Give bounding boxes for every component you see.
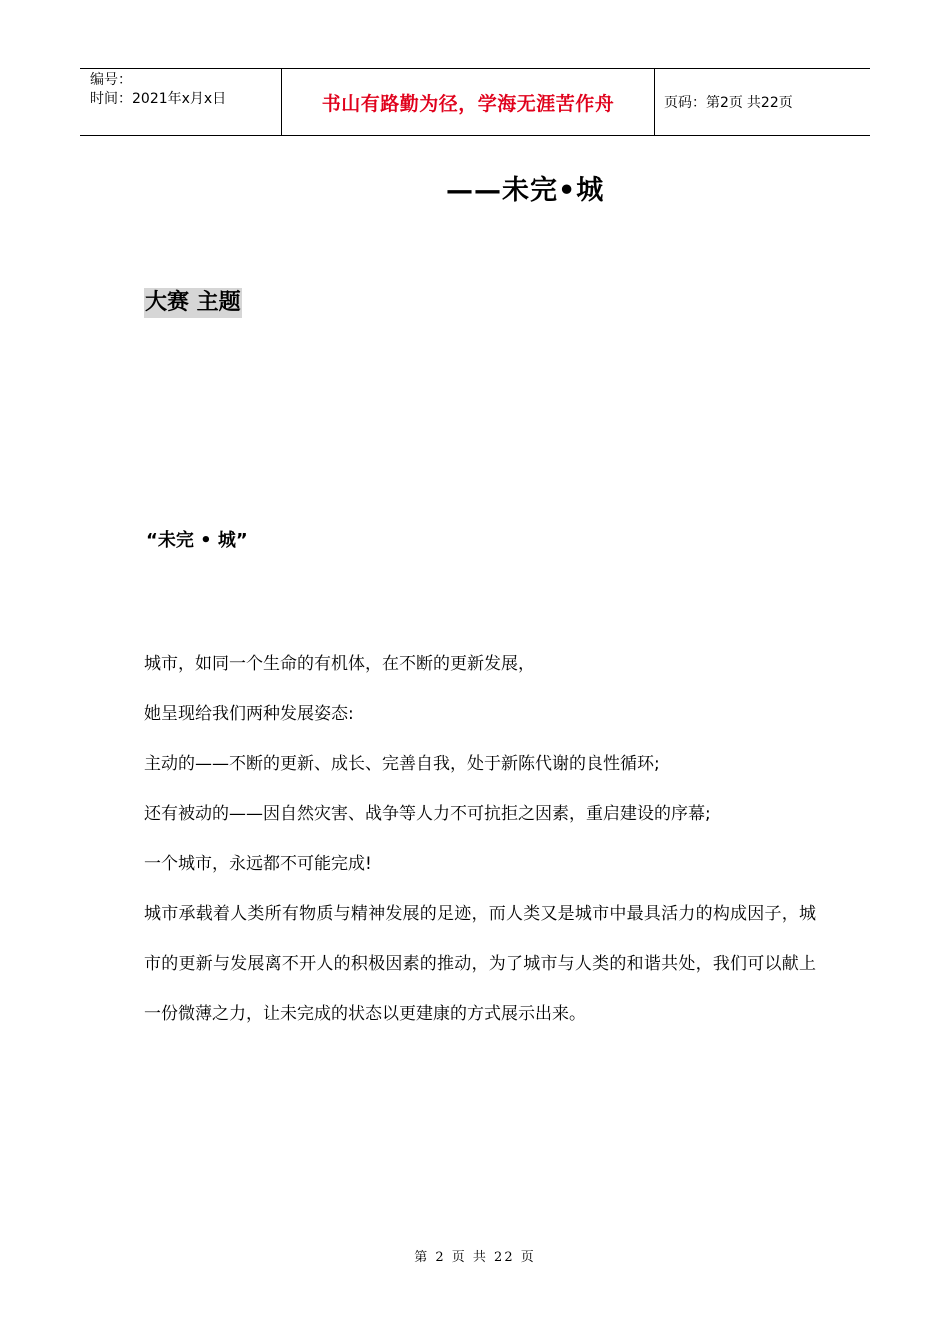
header-page-total: 共22页 (746, 95, 793, 111)
header-motto-cell (282, 69, 655, 135)
document-header (80, 68, 870, 136)
header-page-info (655, 69, 870, 135)
body-line: 一个城市，永远都不可能完成! (144, 854, 372, 874)
header-meta (80, 69, 282, 135)
main-title: ——未完•城 (446, 175, 605, 206)
page-footer: 第 2 页 共 22 页 (414, 1250, 536, 1265)
header-time: 时间：2021年x月x日 (90, 91, 227, 107)
header-motto: 书山有路勤为径，学海无涯苦作舟 (321, 92, 615, 115)
body-text (144, 652, 816, 1039)
body-line: 她呈现给我们两种发展姿态: (144, 704, 354, 724)
body-line: 还有被动的——因自然灾害、战争等人力不可抗拒之因素，重启建设的序幕; (144, 804, 711, 824)
header-number: 编号： (90, 72, 132, 88)
body-line: 城市，如同一个生命的有机体，在不断的更新发展， (144, 654, 535, 674)
body-line: 主动的——不断的更新、成长、完善自我，处于新陈代谢的良性循环; (144, 754, 660, 774)
section-heading: 大赛 主题 (144, 288, 242, 318)
theme-subtitle: “未完 • 城” (146, 530, 248, 551)
body-paragraph: 城市承载着人类所有物质与精神发展的足迹，而人类又是城市中最具活力的构成因子，城市的更新与发展离不开人的积极因素的推动，为了城市与人类的和谐共处，我们可以献上一份微薄之力，让未完成的状态以更建康的方式展示出来。 (144, 904, 816, 1024)
header-page-number: 页码：第2页 (664, 95, 743, 111)
